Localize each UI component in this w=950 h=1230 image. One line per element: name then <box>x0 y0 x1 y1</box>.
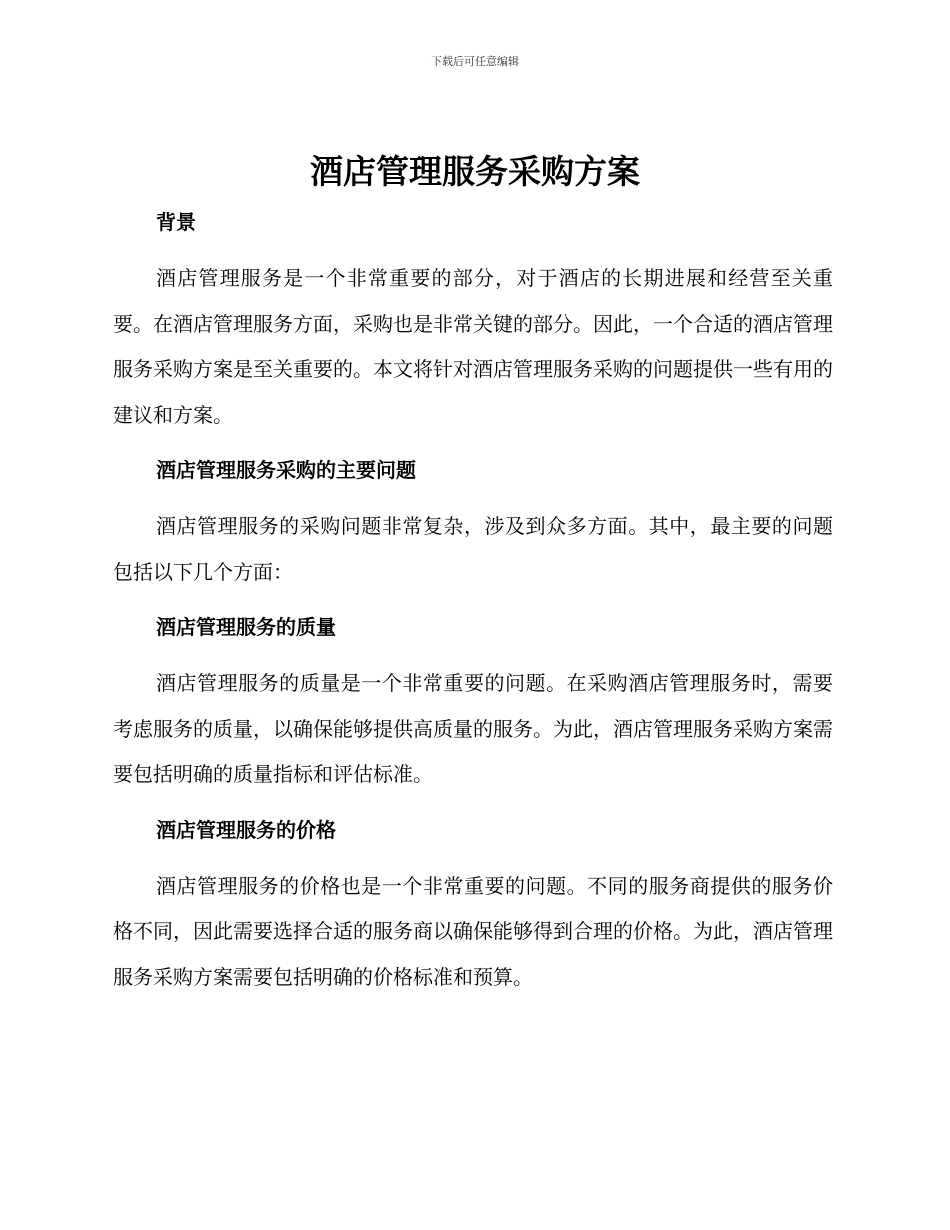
section-paragraph-background: 酒店管理服务是一个非常重要的部分，对于酒店的长期进展和经营至关重要。在酒店管理服务方面，采购也是非常关键的部分。因此，一个合适的酒店管理服务采购方案是至关重要的。本文将针对酒店管理服务采购的问题提供一些有用的建议和方案。 <box>113 266 833 427</box>
section-heading-price: 酒店管理服务的价格 <box>156 817 336 842</box>
section-paragraph-quality: 酒店管理服务的质量是一个非常重要的问题。在采购酒店管理服务时，需要考虑服务的质量，以确保能够提供高质量的服务。为此，酒店管理服务采购方案需要包括明确的质量指标和评估标准。 <box>113 671 833 786</box>
section-paragraph-price: 酒店管理服务的价格也是一个非常重要的问题。不同的服务商提供的服务价格不同，因此需要选择合适的服务商以确保能够得到合理的价格。为此，酒店管理服务采购方案需要包括明确的价格标准和预算。 <box>113 873 833 989</box>
section-paragraph-main-issues: 酒店管理服务的采购问题非常复杂，涉及到众多方面。其中，最主要的问题包括以下几个方面： <box>113 514 833 584</box>
section-heading-background: 背景 <box>156 210 196 234</box>
section-heading-quality: 酒店管理服务的质量 <box>156 615 336 639</box>
document-title: 酒店管理服务采购方案 <box>310 152 640 191</box>
document-body <box>113 200 833 1000</box>
section-heading-main-issues: 酒店管理服务采购的主要问题 <box>156 458 416 482</box>
header-note: 下载后可任意编辑 <box>431 55 519 68</box>
